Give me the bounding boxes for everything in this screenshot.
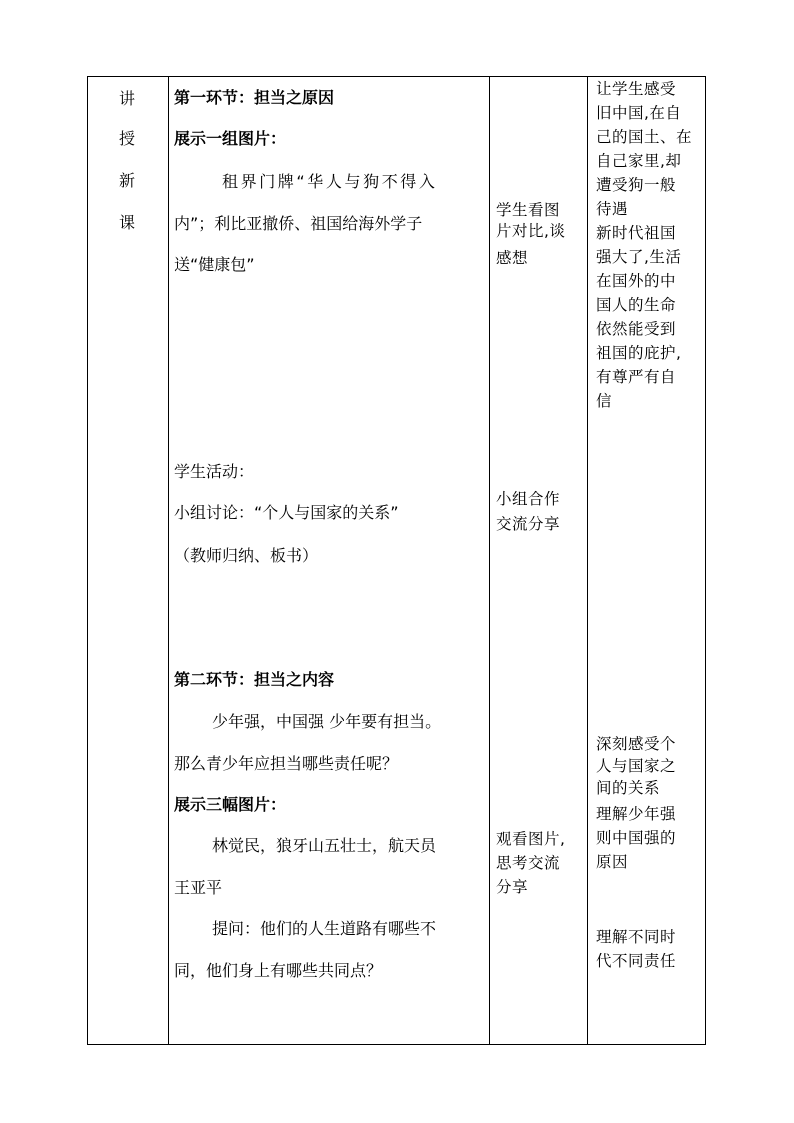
intent-line: 遭受狗一般 xyxy=(596,176,677,194)
intent-line: 理解少年强 xyxy=(596,805,677,823)
question-line: 同，他们身上有哪些共同点？ xyxy=(174,961,383,980)
stage-char: 课 xyxy=(119,213,136,232)
show-group-heading: 展示一组图片： xyxy=(174,129,287,148)
intent-line: 国人的生命 xyxy=(596,296,677,314)
intent-line: 旧中国,在自 xyxy=(596,104,682,122)
intent-line: 代不同责任 xyxy=(596,952,677,970)
stage-char: 新 xyxy=(119,171,136,190)
paragraph-line: 租界门牌“华人与狗不得入 xyxy=(222,172,438,191)
intent-line: 在国外的中 xyxy=(596,272,677,290)
intent-line: 间的关系 xyxy=(596,779,661,797)
intent-line: 深刻感受个 xyxy=(596,735,677,753)
intent-line: 信 xyxy=(596,392,613,410)
intent-line: 祖国的庇护, xyxy=(596,344,682,362)
stage-char: 授 xyxy=(119,129,136,148)
paragraph-line: 林觉民，狼牙山五壮士，航天员 xyxy=(212,836,437,855)
paragraph-line: 那么青少年应担当哪些责任呢？ xyxy=(174,754,399,773)
paragraph-line: 内”；利比亚撤侨、祖国给海外学子 xyxy=(174,214,423,233)
column-divider xyxy=(587,77,588,1044)
section-1-title: 第一环节：担当之原因 xyxy=(174,88,335,107)
student-activity-line: 分享 xyxy=(496,878,529,896)
student-activity-line: 思考交流 xyxy=(496,854,561,872)
intent-line: 自己家里,却 xyxy=(596,152,682,170)
intent-line: 强大了,生活 xyxy=(596,248,682,266)
student-activity-line: 小组合作 xyxy=(496,490,561,508)
question-line: 提问：他们的人生道路有哪些不 xyxy=(212,919,437,938)
stage-char: 讲 xyxy=(119,89,136,108)
paragraph-line: 王亚平 xyxy=(174,878,223,897)
intent-line: 依然能受到 xyxy=(596,320,677,338)
student-activity-line: 学生看图 xyxy=(496,201,561,219)
student-activity-line: 观看图片, xyxy=(496,830,566,848)
activity-label: 学生活动： xyxy=(174,462,255,481)
column-divider xyxy=(489,77,490,1044)
intent-line: 新时代祖国 xyxy=(596,224,677,242)
intent-line: 理解不同时 xyxy=(596,928,677,946)
discussion-topic: 小组讨论：“个人与国家的关系” xyxy=(174,503,399,522)
student-activity-line: 片对比,谈 xyxy=(496,222,566,240)
intent-line: 待遇 xyxy=(596,200,629,218)
student-activity-line: 交流分享 xyxy=(496,515,561,533)
intent-line: 让学生感受 xyxy=(596,80,677,98)
intent-line: 人与国家之 xyxy=(596,757,677,775)
intent-line: 己的国土、在 xyxy=(596,128,693,146)
intent-line: 则中国强的 xyxy=(596,829,677,847)
student-activity-line: 感想 xyxy=(496,249,529,267)
paragraph-line: 少年强，中国强 少年要有担当。 xyxy=(212,712,442,731)
paragraph-line: 送“健康包” xyxy=(174,255,255,274)
section-2-title: 第二环节：担当之内容 xyxy=(174,670,335,689)
intent-line: 原因 xyxy=(596,853,629,871)
show-three-heading: 展示三幅图片： xyxy=(174,795,287,814)
intent-line: 有尊严有自 xyxy=(596,368,677,386)
column-divider xyxy=(168,77,169,1044)
teacher-summary: （教师归纳、板书） xyxy=(174,546,319,565)
